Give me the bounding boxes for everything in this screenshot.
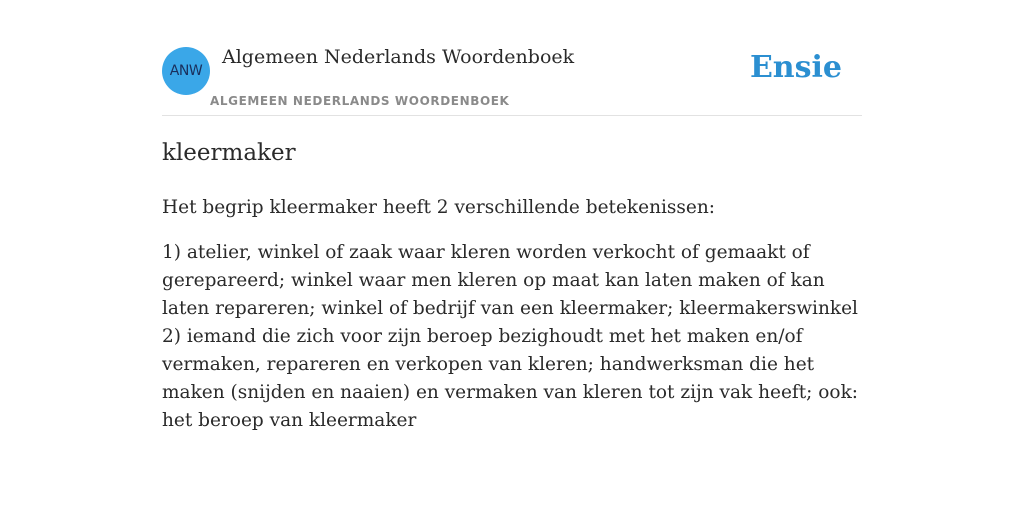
header bbox=[162, 0, 862, 116]
source-title[interactable]: Algemeen Nederlands Woordenboek bbox=[222, 46, 575, 68]
entry-intro: Het begrip kleermaker heeft 2 verschillende betekenissen: bbox=[162, 197, 716, 218]
definition-item: 1) atelier, winkel of zaak waar kleren worden verkocht of gemaakt of gerepareerd; winkel waar men kleren op maat kan laten maken of kan laten repareren; winkel of bedrijf van een kleermaker; kleermakerswinkel bbox=[162, 242, 858, 319]
anw-logo[interactable]: ANW bbox=[162, 47, 210, 95]
ensie-logo[interactable]: Ensie bbox=[749, 50, 842, 85]
definition-item: 2) iemand die zich voor zijn beroep bezighoudt met het maken en/of vermaken, repareren en verkopen van kleren; handwerksman die het maken (snijden en naaien) en vermaken van kleren tot zijn vak heeft; ook: het beroep van kleermaker bbox=[162, 326, 859, 431]
definition-list bbox=[162, 239, 862, 435]
source-subtitle: ALGEMEEN NEDERLANDS WOORDENBOEK bbox=[210, 94, 510, 108]
entry-word: kleermaker bbox=[162, 140, 296, 166]
